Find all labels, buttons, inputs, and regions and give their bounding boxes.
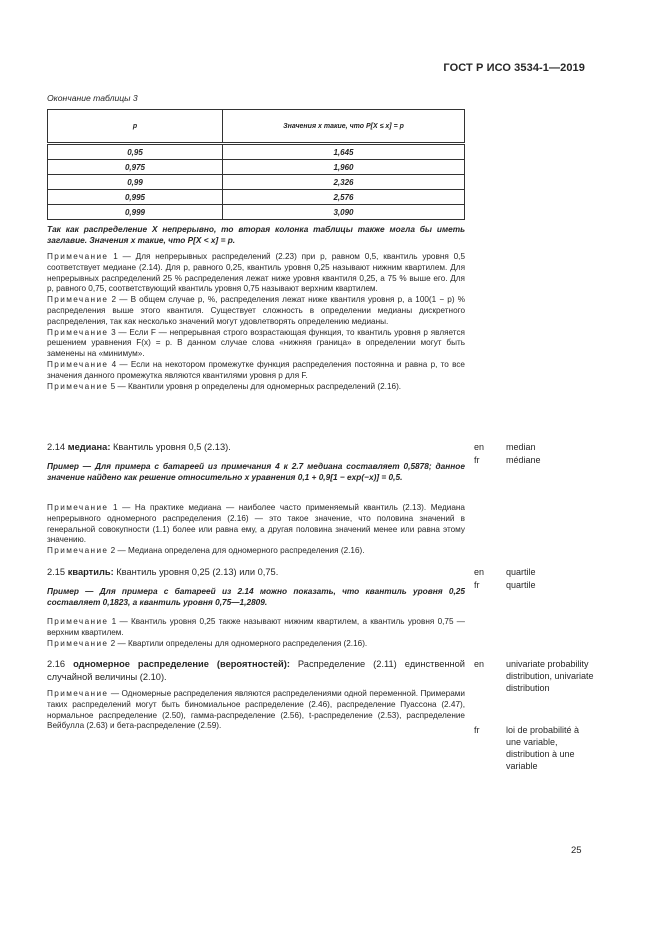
notes-2-15: [47, 617, 465, 649]
term-number: 2.14: [47, 442, 66, 452]
note-label: Примечание: [47, 689, 109, 698]
table-row: [48, 160, 465, 175]
term-name: квартиль:: [67, 567, 114, 577]
note-text: 1 — Квантиль уровня 0,25 также называют нижним квартилем, а квантиль уровня 0,75 — верхним квартилем.: [47, 617, 465, 637]
table-cell: 2,326: [223, 175, 465, 190]
note-label: Примечание: [47, 503, 109, 512]
lang-fr-2-15: fr: [474, 580, 480, 590]
example-2-14: Пример — Для примера с батареей из примечания 4 к 2.7 медиана составляет 0,5878; данное значение найдено как решение относительно x уравнения 0,1 + 0,9[1 − exp(−x)] = 0,5.: [47, 461, 465, 482]
note-text: 2 — В общем случае p, %, распределения лежат ниже квантиля уровня p, а 100(1 − p) % распределения выше этого квантиля. Существует сложность в определении медианы дискретного распределения, так как несколько значений могут удовлетворять определению медианы.: [47, 295, 465, 326]
note-label: Примечание: [47, 359, 109, 369]
lang-fr-2-14: fr: [474, 455, 480, 465]
note-text: 2 — Квартили определены для одномерного распределения (2.16).: [108, 638, 368, 648]
term-name: одномерное распределение (вероятностей):: [73, 659, 290, 669]
lang-fr-2-16: fr: [474, 725, 480, 735]
term-number: 2.16: [47, 659, 66, 669]
table-cell: 0,995: [48, 190, 223, 205]
equiv-fr-2-16: loi de probabilité à une variable, distribution à une variable: [506, 725, 580, 771]
term-definition: Распределение (2.11) единственной случайной величины (2.10).: [47, 659, 465, 682]
notes-block-a: [47, 252, 465, 392]
term-name: медиана:: [67, 442, 111, 452]
note-text: 2 — Медиана определена для одномерного распределения (2.16).: [108, 546, 365, 556]
lang-en-2-15: en: [474, 567, 485, 577]
note-text: 1 — На практике медиана — наиболее часто применяемый квантиль (2.13). Медиана непрерывного одномерного распределения (2.16) — это такое значение, что половина значений в генеральной совокупности (1.1) более или равна ему, а другая половина значений менее или равна этому значению.: [47, 503, 465, 545]
note: [47, 382, 465, 393]
table-row: [48, 190, 465, 205]
page-number: 25: [571, 845, 582, 856]
equiv-en-2-15: quartile: [506, 567, 536, 577]
equiv-en-2-14: median: [506, 442, 536, 452]
note-label: Примечание: [47, 327, 109, 337]
table-header-p: p: [48, 110, 223, 144]
note-text: — Одномерные распределения являются распределениями одной переменной. Примерами таких распределений могут быть биномиальное распределение (2.46), распределение Пуассона (2.47), нормальное распределение (2.50), гамма-распределение (2.56), t-распределение (2.53), распределение Вейбулла (2.63) и бета-распределение (2.59).: [47, 689, 465, 731]
note-text: 5 — Квантили уровня p определены для одномерных распределений (2.16).: [108, 381, 402, 391]
example-2-15: Пример — Для примера с батареей из 2.14 можно показать, что квантиль уровня 0,25 составляет 0,1823, а квантиль уровня 0,75—1,2809.: [47, 586, 465, 607]
note-label: Примечание: [47, 546, 109, 556]
table-cell: 0,99: [48, 175, 223, 190]
note-label: Примечание: [47, 295, 109, 305]
note-label: Примечание: [47, 252, 109, 261]
term-number: 2.15: [47, 567, 66, 577]
table-cell: 3,090: [223, 205, 465, 220]
table-cell: 0,95: [48, 144, 223, 160]
equiv-fr-2-14: médiane: [506, 455, 541, 465]
table-cell: 1,960: [223, 160, 465, 175]
note: [47, 546, 465, 557]
note: [47, 617, 465, 639]
note: [47, 328, 465, 360]
quantile-table: [47, 109, 465, 220]
term-2-14: [47, 441, 465, 454]
note: [47, 295, 465, 327]
standard-header: ГОСТ Р ИСО 3534-1—2019: [443, 62, 585, 74]
notes-2-14: [47, 503, 465, 557]
lang-en-2-14: en: [474, 442, 485, 452]
note-label: Примечание: [47, 381, 109, 391]
note-text: 1 — Для непрерывных распределений (2.23) при p, равном 0,5, квантиль уровня 0,5 соответствует медиане (2.14). Для p, равного 0,25, квантиль уровня 0,25 называют нижним квартилем. Для непрерывных распределений 25 % распределения лежат ниже уровня квантиля 0,25, а 75 % выше его. Для p, равного 0,75, соответствующий квантиль уровня 0,75 называют верхним квартилем.: [47, 252, 465, 294]
table-cell: 0,999: [48, 205, 223, 220]
note-label: Примечание: [47, 638, 109, 648]
equiv-en-2-16: univariate probability distribution, univariate distribution: [506, 659, 594, 693]
note: [47, 252, 465, 295]
note: [47, 503, 465, 546]
note: [47, 639, 465, 650]
table-header-values: Значения x такие, что P[X ≤ x] = p: [223, 110, 465, 144]
table-cell: 1,645: [223, 144, 465, 160]
note-text: 4 — Если на некотором промежутке функция распределения постоянна и равна p, то все значения данного промежутка являются квантилями уровня p для F.: [47, 359, 465, 380]
table-row: [48, 144, 465, 160]
note-label: Примечание: [47, 617, 109, 626]
table-caption: Окончание таблицы 3: [47, 93, 138, 103]
lang-en-2-16: en: [474, 659, 485, 669]
equiv-fr-2-15: quartile: [506, 580, 536, 590]
table-cell: 2,576: [223, 190, 465, 205]
note: [47, 360, 465, 382]
table-row: [48, 175, 465, 190]
after-table-text: Так как распределение X непрерывно, то вторая колонка таблицы также могла бы иметь заглавие. Значения x такие, что P[X < x] = p.: [47, 224, 465, 245]
table-row: [48, 205, 465, 220]
note-text: 3 — Если F — непрерывная строго возрастающая функция, то квантиль уровня p является решением уравнения F(x) = p. В данном случае слова «нижняя граница» в определении могут быть заменены на «минимум».: [47, 327, 465, 359]
term-2-15: [47, 566, 465, 579]
table-cell: 0,975: [48, 160, 223, 175]
note-2-16: [47, 689, 465, 732]
term-definition: Квантиль уровня 0,5 (2.13).: [110, 442, 231, 452]
term-2-16: [47, 658, 465, 683]
term-definition: Квантиль уровня 0,25 (2.13) или 0,75.: [113, 567, 279, 577]
